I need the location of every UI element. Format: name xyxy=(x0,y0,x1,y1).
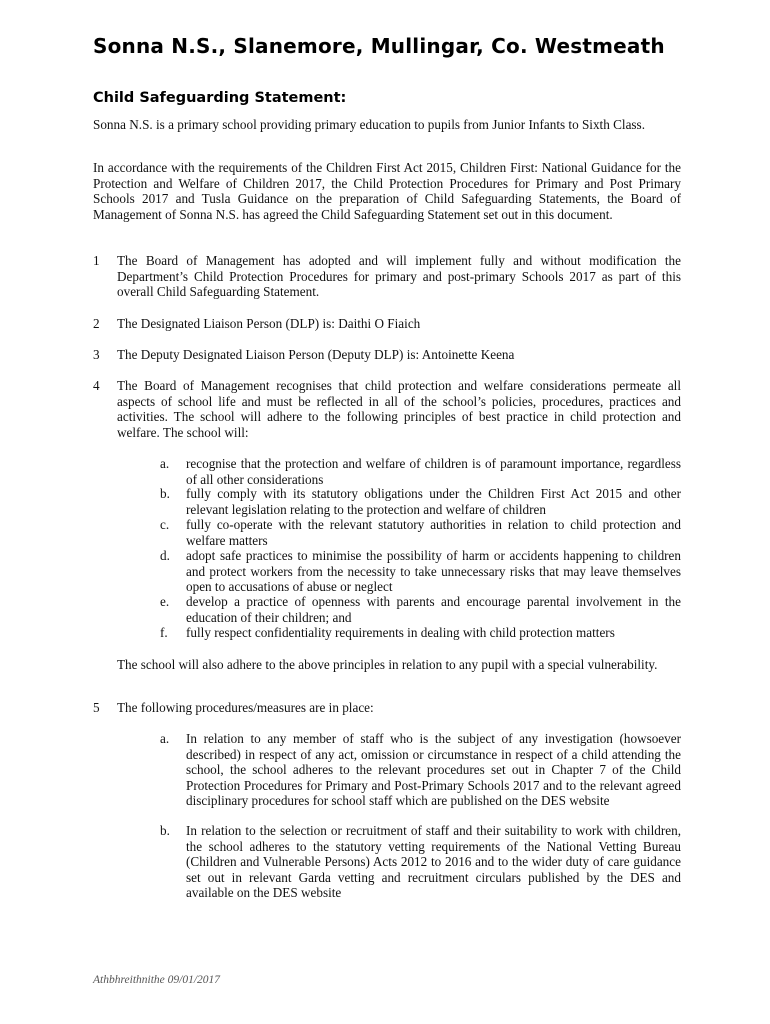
subitem-letter: a. xyxy=(160,456,170,471)
subitem-text: fully comply with its statutory obligations under the Children First Act 2015 and other relevant legislation relating to the protection and welfare of children xyxy=(186,486,681,517)
item-text: The Board of Management recognises that child protection and welfare considerations permeate all aspects of school life and must be reflected in all of the school’s policies, procedures, practices and activities. The school will adhere to the following principles of best practice in child protection and welfare. The school will: xyxy=(117,378,681,440)
subitem-letter: a. xyxy=(160,731,170,746)
subitem-text: recognise that the protection and welfare of children is of paramount importance, regardless of all other considerations xyxy=(186,456,681,487)
subitem-letter: f. xyxy=(160,625,168,640)
subitem-text: develop a practice of openness with parents and encourage parental involvement in the education of their children; and xyxy=(186,594,681,625)
subitem-text: fully co-operate with the relevant statutory authorities in relation to child protection and welfare matters xyxy=(186,517,681,548)
subitem-letter: b. xyxy=(160,823,170,838)
subitem-text: adopt safe practices to minimise the possibility of harm or accidents happening to children and protect workers from the necessity to take unnecessary risks that may leave themselves open to accusations of abuse or neglect xyxy=(186,548,681,595)
subitem-text: In relation to the selection or recruitment of staff and their suitability to work with children, the school adheres to the statutory vetting requirements of the National Vetting Bureau (Children and Vulnerable Persons) Acts 2012 to 2016 and to the wider duty of care guidance set out in relevant Garda vetting and recruitment circulars published by the DES and available on the DES website xyxy=(186,823,681,901)
item-text: The Board of Management has adopted and will implement fully and without modification the Department’s Child Protection Procedures for primary and post-primary Schools 2017 as part of this overall Child Safeguarding Statement. xyxy=(117,253,681,300)
item4-closing-paragraph: The school will also adhere to the above principles in relation to any pupil with a special vulnerability. xyxy=(117,657,658,672)
revision-date-footer: Athbhreithnithe 09/01/2017 xyxy=(93,974,221,986)
item-number: 1 xyxy=(93,253,100,268)
subitem-letter: c. xyxy=(160,517,170,532)
item-number: 4 xyxy=(93,378,100,393)
item-text: The Deputy Designated Liaison Person (Deputy DLP) is: Antoinette Keena xyxy=(117,347,515,362)
item-number: 5 xyxy=(93,700,100,715)
statement-heading: Child Safeguarding Statement: xyxy=(93,90,347,106)
subitem-letter: d. xyxy=(160,548,170,563)
intro-paragraph: In accordance with the requirements of the Children First Act 2015, Children First: National Guidance for the Protection and Welfare of Children 2017, the Child Protection Procedures for Primary and Post Primary Schools 2017 and Tusla Guidance on the preparation of Child Safeguarding Statements, the Board of Management of Sonna N.S. has agreed the Child Safeguarding Statement set out in this document. xyxy=(93,160,681,222)
subitem-text: In relation to any member of staff who is the subject of any investigation (howsoever described) in respect of any act, omission or circumstance in respect of a child attending the school, the school adheres to the relevant procedures set out in Chapter 7 of the Child Protection Procedures for Primary and Post-Primary Schools 2017 and to the relevant agreed disciplinary procedures for school staff which are published on the DES website xyxy=(186,731,681,809)
subitem-text: fully respect confidentiality requirements in dealing with child protection matters xyxy=(186,625,615,640)
item-number: 2 xyxy=(93,316,100,331)
subitem-letter: b. xyxy=(160,486,170,501)
school-title: Sonna N.S., Slanemore, Mullingar, Co. Westmeath xyxy=(93,34,665,58)
item-text: The following procedures/measures are in place: xyxy=(117,700,374,715)
subitem-letter: e. xyxy=(160,594,170,609)
item-number: 3 xyxy=(93,347,100,362)
intro-paragraph: Sonna N.S. is a primary school providing primary education to pupils from Junior Infants to Sixth Class. xyxy=(93,117,645,132)
item-text: The Designated Liaison Person (DLP) is: Daithi O Fiaich xyxy=(117,316,421,331)
